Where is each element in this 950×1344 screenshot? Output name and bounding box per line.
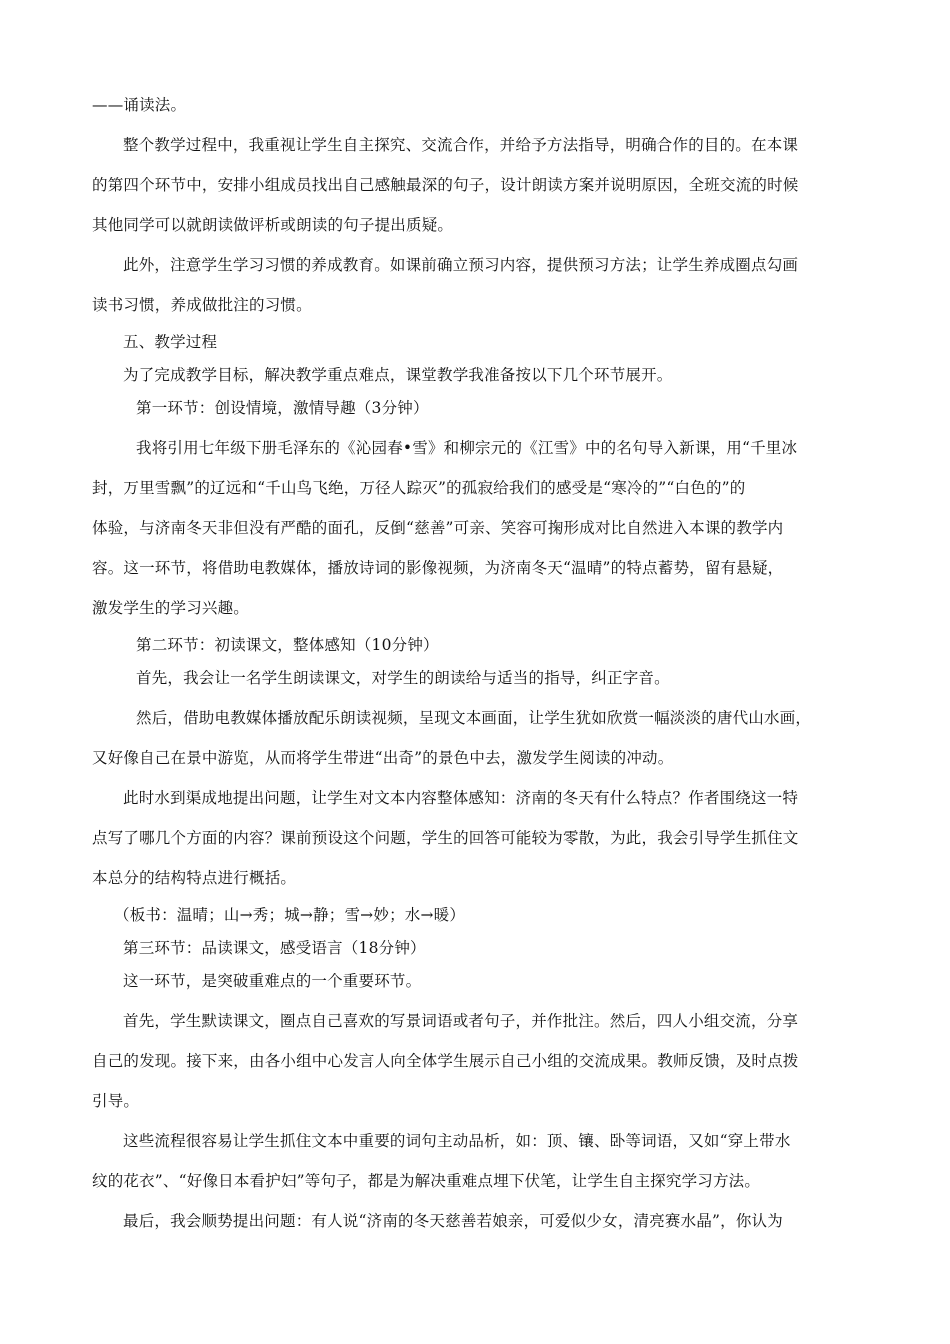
paragraph-line: 这些流程很容易让学生抓住文本中重要的词句主动品析，如：顶、镶、卧等词语，又如“穿上带水 xyxy=(123,1132,791,1150)
board-note: （板书：温晴；山→秀；城→静；雪→妙；水→暖） xyxy=(114,906,466,924)
section-heading: 五、教学过程 xyxy=(123,333,218,351)
paragraph-line: 此时水到渠成地提出问题，让学生对文本内容整体感知：济南的冬天有什么特点？作者围绕这一特 xyxy=(123,789,799,807)
paragraph-line: 此外，注意学生学习习惯的养成教育。如课前确立预习内容，提供预习方法；让学生养成圈点勾画 xyxy=(123,256,799,274)
paragraph-line: 整个教学过程中，我重视让学生自主探究、交流合作，并给予方法指导，明确合作的目的。在本课 xyxy=(123,136,799,154)
paragraph-line: 为了完成教学目标，解决教学重点难点，课堂教学我准备按以下几个环节展开。 xyxy=(123,366,673,384)
paragraph-line: 体验，与济南冬天非但没有严酷的面孔，反倒“慈善”可亲、笑容可掬形成对比自然进入本课的教学内 xyxy=(92,519,784,537)
paragraph-line: 这一环节，是突破重难点的一个重要环节。 xyxy=(123,972,422,990)
paragraph-line: ——诵读法。 xyxy=(92,96,187,114)
paragraph-line: 然后，借助电教媒体播放配乐朗读视频，呈现文本画面，让学生犹如欣赏一幅淡淡的唐代山水画， xyxy=(136,709,812,727)
paragraph-line: 首先，我会让一名学生朗读课文，对学生的朗读给与适当的指导，纠正字音。 xyxy=(136,669,670,687)
paragraph-line: 点写了哪几个方面的内容？课前预设这个问题，学生的回答可能较为零散，为此，我会引导学生抓住文 xyxy=(92,829,799,847)
paragraph-line: 容。这一环节，将借助电教媒体，播放诗词的影像视频，为济南冬天“温晴”的特点蓄势，留有悬疑， xyxy=(92,559,784,577)
paragraph-line: 又好像自己在景中游览，从而将学生带进“出奇”的景色中去，激发学生阅读的冲动。 xyxy=(92,749,674,767)
paragraph-line: 最后，我会顺势提出问题：有人说“济南的冬天慈善若娘亲，可爱似少女，清亮赛水晶”，你认为 xyxy=(123,1212,783,1230)
subsection-heading: 第二环节：初读课文，整体感知（10分钟） xyxy=(136,636,439,654)
paragraph-line: 首先，学生默读课文，圈点自己喜欢的写景词语或者句子，并作批注。然后，四人小组交流，分享 xyxy=(123,1012,799,1030)
paragraph-line: 本总分的结构特点进行概括。 xyxy=(92,869,297,887)
paragraph-line: 封，万里雪飘”的辽远和“千山鸟飞绝，万径人踪灭”的孤寂给我们的感受是“寒冷的”“白色的”的 xyxy=(92,479,746,497)
paragraph-line: 激发学生的学习兴趣。 xyxy=(92,599,250,617)
subsection-heading: 第一环节：创设情境，激情导趣（3分钟） xyxy=(136,399,429,417)
document-body xyxy=(92,92,864,1235)
subsection-heading: 第三环节：品读课文，感受语言（18分钟） xyxy=(123,939,426,957)
paragraph-line: 我将引用七年级下册毛泽东的《沁园春•雪》和柳宗元的《江雪》中的名句导入新课，用“千里冰 xyxy=(136,439,798,457)
paragraph-line: 其他同学可以就朗读做评析或朗读的句子提出质疑。 xyxy=(92,216,454,234)
paragraph-line: 纹的花衣”、“好像日本看护妇”等句子，都是为解决重难点埋下伏笔，让学生自主探究学习方法。 xyxy=(92,1172,761,1190)
paragraph-line: 自己的发现。接下来，由各小组中心发言人向全体学生展示自己小组的交流成果。教师反馈，及时点拨 xyxy=(92,1052,799,1070)
paragraph-line: 的第四个环节中，安排小组成员找出自己感触最深的句子，设计朗读方案并说明原因，全班交流的时候 xyxy=(92,176,799,194)
paragraph-line: 引导。 xyxy=(92,1092,140,1110)
paragraph-line: 读书习惯，养成做批注的习惯。 xyxy=(92,296,312,314)
